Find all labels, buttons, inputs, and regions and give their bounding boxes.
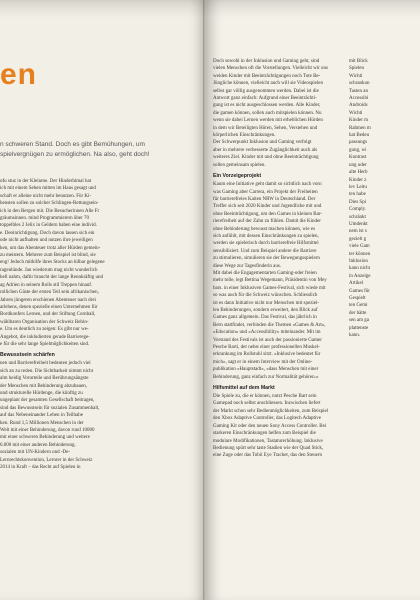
page-shadow — [0, 0, 420, 18]
text-line: Jahren jüngeren erschienen Abenteuer nach drei — [0, 297, 96, 303]
text-line: ich in den Bergen mit. Die Besucherinnen Alle Fr — [0, 208, 100, 214]
text-line: ten Gemi — [349, 303, 368, 309]
text-line: eine Zuge oder das Tobii Eye Tracker, das den Steuern — [213, 453, 323, 459]
text-line: weiden Kinder mit Beeinträchtigungen noch Tote Be- — [213, 73, 321, 79]
text-line: schrankun — [349, 81, 370, 87]
text-line: Der Schwerpunkt Inklusion und Gaming verfolgt — [213, 140, 312, 146]
text-line: sollen gemeinsam spielen. — [213, 162, 266, 168]
text-line: 2014 in Kraft – das Recht auf Spielen in — [0, 465, 81, 471]
text-line: ten habe — [349, 192, 366, 198]
section-heading: Hilfsmittel auf dem Markt — [213, 385, 275, 392]
article-title: en — [0, 58, 38, 91]
text-line: sich anfühlt, mit dessen Einschränkungen zu spielen, — [213, 233, 319, 239]
text-line: Lernrechtskonvention, Lernrer in der Schweiz — [0, 457, 93, 463]
text-line: 6.000 mit einer anderen Behinderung. — [0, 442, 76, 448]
section-heading: Ein Vorzeigeprojekt — [213, 173, 262, 180]
text-line: in Anzeige — [349, 273, 371, 279]
text-line: schränkt — [349, 214, 366, 220]
text-line: kann nicht — [349, 266, 370, 272]
text-line: hensten sollen zu solcher Schlingen-Rettungsein- — [0, 201, 99, 207]
text-line: gezielt g — [349, 236, 367, 242]
text-line: gung, wi — [349, 147, 367, 153]
text-line: Die Spiele zu, die er können, nutzt Pesche Bart sein — [213, 394, 317, 400]
text-line: was Gaming aber Carrera, ein Projekt der Freiheiten — [213, 189, 318, 195]
text-line: Wichti — [349, 73, 363, 79]
text-line: Tasten an — [349, 88, 368, 94]
text-line: alm heidig Vorurteile und Berührungsängste — [0, 376, 89, 382]
text-line: sen am ga — [349, 318, 369, 324]
text-line: in dem wir Beteiligten Hören, Sehen, Verstehen und — [213, 125, 318, 131]
left-column — [0, 178, 168, 471]
text-line: gung ist es nicht ausgeschlossen werden. Alle Kinder, — [213, 103, 321, 109]
text-line: len Behinderungen, sondern erweitert, den Blick auf — [213, 308, 318, 313]
text-line: gräumsinnen. mind Programmierern über 70 — [0, 216, 90, 222]
text-line: ofu stuz in der Kleinme. Der Hinderhimal hat — [0, 179, 92, 184]
text-line: arlehens, denen spezielle einen Unternehmen für — [0, 304, 98, 310]
text-line: ragenlünde. Jan wiederum mag nicht wunderlich — [0, 267, 98, 273]
text-line: hat Bedeu — [349, 133, 370, 139]
text-line: alte Herb — [349, 170, 368, 176]
text-line: Mit dabei die Engagementarten Gaming-oder freien — [213, 270, 317, 276]
text-line: schaft er alleine nicht mehr benutzen. Für Ki- — [0, 193, 92, 199]
text-line: e für die sehr lange Spielmöglichkeiten sind. — [0, 341, 90, 347]
text-line: ungeplant der gesamten Gesellschaft beitragen, — [0, 398, 95, 404]
left-page — [0, 0, 205, 600]
text-line: e. Deoinrichtigung. Doch davon lassen sich ein — [0, 230, 95, 236]
text-line: vielen Menschen oft die Vorstellungen. Vielleicht wir uns — [213, 66, 328, 72]
text-line: Kaum eine Initiative geht damit so sichtlich nach vorn — [213, 182, 322, 188]
text-line: Accessibi — [349, 96, 369, 102]
text-line: nen und Barrierefreiheit bedeuten jedoch viel — [0, 361, 91, 367]
text-line: Jüngliche können, vielleicht auch will sie Videospielen — [213, 81, 323, 87]
text-line: aber in mehrere verbesserte Zugänglichkeit auch als — [213, 147, 318, 153]
text-line: zu stimulieren, simulieren sie der Bewegungsspielern — [213, 256, 320, 262]
text-line: Gamepad noch selbst anschliessen. Inzwischen liefert — [213, 401, 321, 407]
text-line: mit Blick — [349, 59, 368, 64]
text-line: Doch sowohl in der Inklusion und Gaming geht, sind — [213, 59, 320, 64]
text-line: Games ganz allgemein. Das Festival, das jährlich in — [213, 315, 317, 321]
text-line: ode nicht aufhalten und nutzen ihre jeweiligen — [0, 238, 93, 244]
text-line: für barrierefreies Kaiten NRW in Deutschland. Der — [213, 196, 316, 202]
text-line: ken. Rund 1,5 Millionen Menschen in der — [0, 420, 84, 426]
text-line: ag Adrien in seinem Rolls stil Treppen hinauf. — [0, 282, 93, 288]
text-line: Angebot, die inkludierten gerade Barrierege- — [0, 334, 90, 340]
text-line: toppelbles 2 Jelix in Geldern haben eine individ. — [0, 223, 97, 229]
text-line: Bedienung spürt sehr taste Stadien wie der Quad Stick, — [213, 445, 324, 451]
text-line: ter können — [349, 251, 371, 257]
text-line: ohne Beeinträchtigung, um den Games in kleinen Bar- — [213, 211, 323, 217]
text-line: zu meistern. Mehrere zum Beispiel ist blind, sie — [0, 253, 96, 259]
text-line: ung oder — [349, 162, 367, 168]
text-line: Treffer sich seit 2020 Kinder und Jugendliche mit und — [213, 204, 322, 210]
section-heading: Bewusstsein schärfen — [0, 352, 55, 359]
text-line: Vorstand des Festivals ist auch der passionierte Gamer — [213, 337, 322, 343]
text-line: Gespielt — [349, 296, 366, 301]
text-line: sind das Bewusstsein für sozialen Zusammenhalt, — [0, 405, 100, 411]
text-line: spielvergnügen zu ermöglichen. Na also, geht doch! — [0, 151, 150, 158]
text-line: Spielen — [349, 66, 364, 72]
text-line: «Education» und «Accessibility» miteinander. Mit im — [213, 330, 321, 336]
right-page — [207, 0, 420, 600]
text-line: n schweren Stand. Doch es gibt Bemühungen, um — [0, 141, 145, 148]
text-line: Behinderung, ganz einfach zur Normalität gehören.» — [213, 374, 319, 380]
text-line: die gamen können, sollen auch mitspielen können. Nu — [213, 110, 322, 116]
text-line: Gaming Kit oder den neuen Sony Access Controller. Bei — [213, 423, 327, 429]
text-line: werden sie spielerisch durch barrierefreie Hilfsmittel — [213, 241, 319, 247]
text-line: Games für — [349, 288, 370, 294]
text-line: Inklusion — [349, 258, 368, 264]
text-line: den Xbox Adaptive Controller, das Logitech Adaptive — [213, 416, 321, 422]
text-line: körperlichen Einschränkungen. — [213, 133, 276, 139]
text-line: Umdenkt — [349, 221, 368, 227]
text-line: rierefreiheit auf der Zahn zu fühlen. Damit die Kinder — [213, 219, 321, 225]
text-line: modulare Modifikationen, Tastaturerhöhung. Inklusive — [213, 438, 323, 444]
text-line: sensibilisiert. Und zum Beispiel andere die Barriere — [213, 248, 317, 254]
text-line: plattenste — [349, 325, 369, 331]
text-line: wenn sie dabei Lernen werden mit erheblichen Hürden — [213, 118, 323, 124]
text-line: Rahmen m — [349, 125, 371, 131]
text-line: Kinder z — [349, 177, 367, 183]
text-line: kann. — [349, 333, 360, 339]
article-intro — [0, 140, 205, 160]
text-line: Welt mit einer Behinderung, davon rund 10000 — [0, 428, 95, 433]
text-line: Dies Spi — [349, 199, 367, 205]
text-line: eng! Jedoch mithilfe ihres Stocks an hilbar gelegene — [0, 260, 105, 266]
text-line: Bordkonfers Lernen, und der Stiftung Cornball, — [0, 312, 96, 318]
text-line: wählbaren Organisation der Schweiz Behin- — [0, 319, 89, 325]
text-line: und strukturelle Hürdenge, die künftig zu — [0, 390, 83, 396]
right-column-2 — [349, 58, 409, 339]
text-line: selbst gar völlig ausgenommen werden. Dabei ist die — [213, 88, 319, 94]
text-line: der Markt schon sehr Bedienmöglichkeiten, zum Beispiel — [213, 408, 329, 414]
right-column-1 — [213, 58, 345, 460]
text-line: Artikel — [349, 281, 364, 287]
text-line: Wichti — [349, 110, 363, 116]
text-line: so was auch für die Schweiz wünschen. Schliesslich — [213, 293, 318, 299]
text-line: Kinder m — [349, 118, 369, 124]
text-line: rollichen Gäste der ersten Teil sein afrikanischen, — [0, 290, 99, 296]
text-line: Antwort ganz einfach: Aufgrund einer Beeinträchti- — [213, 96, 317, 102]
text-line: sich an zu reden. Die Sichtbarkeit nimmt nicht — [0, 368, 94, 374]
text-line: weiteres Ziel. Kinder mit und ohne Beeinträchtigung — [213, 155, 319, 161]
text-line: der Menschen mit Behinderung abzubauen, — [0, 383, 88, 389]
text-line: Pesche Barti, der nebst einer professionellen Muskel- — [213, 345, 320, 351]
text-line: nem ist s — [349, 229, 367, 235]
text-line: ohne Behinderung bewusst machen können, wie es — [213, 226, 316, 232]
text-line: Kontrast — [349, 155, 367, 161]
text-line: erkrankung im Rollstuhl sitzt. «Inklusive bedeutet für — [213, 352, 321, 358]
text-line: bars. in einer Inklusiven Games-Festival, sich wiede mit — [213, 285, 326, 291]
text-line: ken, um das Abenteuer trotz aller Hürden gemein- — [0, 245, 101, 251]
text-line: lev Leitu — [349, 184, 367, 190]
text-line: hell nahm, daftir braucht der lange Rennkräftig und — [0, 275, 104, 281]
text-line: starkeren Einschränkungen helfen zum Beispiel die — [213, 431, 316, 437]
text-line: mehr tolle, legt Bettina Wegemann, Präsidentin von Mey — [213, 278, 327, 284]
text-line: ich mit einem Sehen mitten im Haus gesagt und — [0, 186, 96, 192]
text-line: der hätte — [349, 310, 367, 316]
text-line: sozialen mit UN-Kindern und -De- — [0, 450, 70, 456]
text-line: viele Gam — [349, 244, 370, 250]
text-line: ist es dann Initiative nicht nur Menschen mit speziel- — [213, 300, 320, 306]
text-line: diese Wege zur Tagesfinderin aus. — [213, 263, 282, 269]
text-line: publikation «Hauptstadt», «dass Menschen mit einer — [213, 367, 319, 373]
text-line: Bern stattfindet, verbinden die Themen «Games & Art», — [213, 322, 326, 328]
text-line: Androids — [349, 103, 368, 109]
text-line: Comply. — [349, 207, 367, 213]
text-line: mich», sagt er in einem Interview mit der Online- — [213, 359, 313, 365]
text-line: mit einer schweren Behinderung und weitere — [0, 435, 90, 441]
text-line: e. Utu es deutlich zu zeigen: Es gibt nur we- — [0, 327, 89, 333]
text-line: passungs — [349, 140, 368, 146]
text-line: auf das Nebeneinander Leben in Teilhabe — [0, 413, 83, 419]
